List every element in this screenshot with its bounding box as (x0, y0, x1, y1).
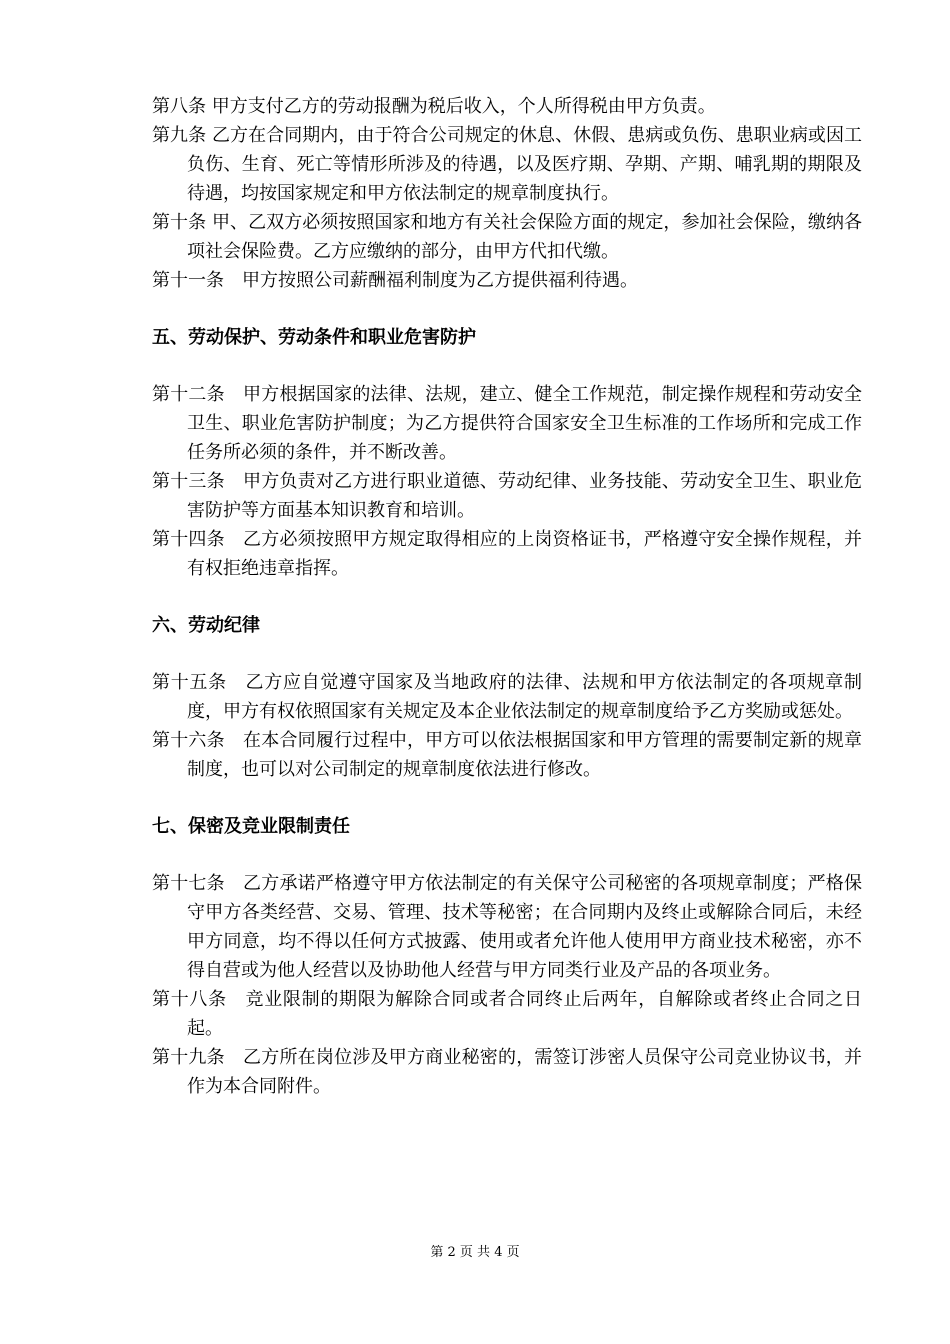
article-10: 第十条 甲、乙双方必须按照国家和地方有关社会保险方面的规定，参加社会保险，缴纳各项社会保险费。乙方应缴纳的部分，由甲方代扣代缴。 (152, 212, 862, 262)
article-13: 第十三条 甲方负责对乙方进行职业道德、劳动纪律、业务技能、劳动安全卫生、职业危害防护等方面基本知识教育和培训。 (152, 471, 862, 521)
article-18: 第十八条 竞业限制的期限为解除合同或者合同终止后两年，自解除或者终止合同之日起。 (152, 989, 862, 1039)
article-8: 第八条 甲方支付乙方的劳动报酬为税后收入，个人所得税由甲方负责。 (152, 96, 716, 117)
article-11: 第十一条 甲方按照公司薪酬福利制度为乙方提供福利待遇。 (152, 270, 638, 291)
article-17: 第十七条 乙方承诺严格遵守甲方依法制定的有关保守公司秘密的各项规章制度；严格保守甲方各类经营、交易、管理、技术等秘密；在合同期内及终止或解除合同后，未经甲方同意，均不得以任何方式披露、使用或者允许他人使用甲方商业技术秘密，亦不得自营或为他人经营以及协助他人经营与甲方同类行业及产品的各项业务。 (152, 873, 862, 981)
article-12: 第十二条 甲方根据国家的法律、法规，建立、健全工作规范，制定操作规程和劳动安全卫生、职业危害防护制度；为乙方提供符合国家安全卫生标准的工作场所和完成工作任务所必须的条件，并不断改善。 (152, 384, 862, 463)
article-14: 第十四条 乙方必须按照甲方规定取得相应的上岗资格证书，严格遵守安全操作规程，并有权拒绝违章指挥。 (152, 529, 862, 579)
article-15: 第十五条 乙方应自觉遵守国家及当地政府的法律、法规和甲方依法制定的各项规章制度，甲方有权依照国家有关规定及本企业依法制定的规章制度给予乙方奖励或惩处。 (152, 672, 862, 722)
section-heading-labor-discipline: 六、劳动纪律 (152, 615, 260, 636)
article-16: 第十六条 在本合同履行过程中，甲方可以依法根据国家和甲方管理的需要制定新的规章制度，也可以对公司制定的规章制度依法进行修改。 (152, 730, 862, 780)
article-9: 第九条 乙方在合同期内，由于符合公司规定的休息、休假、患病或负伤、患职业病或因工负伤、生育、死亡等情形所涉及的待遇，以及医疗期、孕期、产期、哺乳期的期限及待遇，均按国家规定和甲方依法制定的规章制度执行。 (152, 125, 862, 204)
contract-body (152, 92, 862, 1101)
page-number-footer: 第 2 页 共 4 页 (430, 1245, 520, 1260)
section-heading-labor-protection: 五、劳动保护、劳动条件和职业危害防护 (152, 327, 476, 348)
section-heading-confidentiality: 七、保密及竞业限制责任 (152, 816, 350, 837)
article-19: 第十九条 乙方所在岗位涉及甲方商业秘密的，需签订涉密人员保守公司竞业协议书，并作为本合同附件。 (152, 1047, 862, 1097)
